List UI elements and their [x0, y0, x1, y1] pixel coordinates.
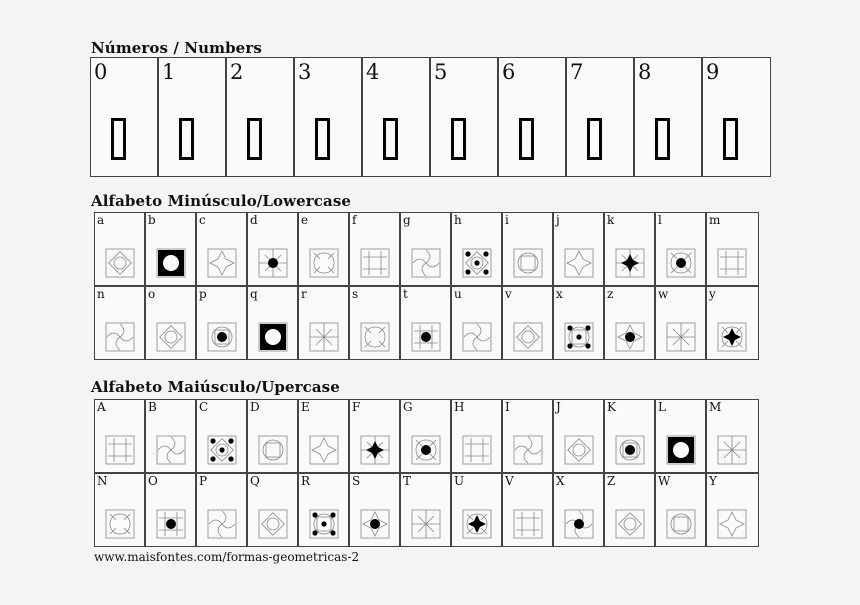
number-label: 9	[706, 60, 720, 84]
glyph-label: w	[658, 287, 669, 301]
ornament-glyph-icon	[359, 321, 391, 353]
missing-glyph-icon	[655, 118, 670, 160]
number-label: 0	[94, 60, 108, 84]
glyph-cell	[349, 399, 400, 473]
glyph-label: L	[658, 400, 666, 414]
glyph-cell	[451, 473, 502, 547]
glyph-cell	[349, 212, 400, 286]
glyph-label: R	[301, 474, 311, 488]
number-label: 8	[638, 60, 652, 84]
glyph-label: s	[352, 287, 359, 301]
glyph-cell	[298, 473, 349, 547]
glyph-cell	[553, 212, 604, 286]
glyph-cell	[706, 399, 759, 473]
ornament-glyph-icon	[665, 321, 697, 353]
glyph-cell	[349, 473, 400, 547]
glyph-label: v	[505, 287, 512, 301]
glyph-label: m	[709, 213, 721, 227]
glyph-label: B	[148, 400, 157, 414]
missing-glyph-icon	[179, 118, 194, 160]
glyph-label: I	[505, 400, 510, 414]
ornament-glyph-icon	[104, 508, 136, 540]
number-label: 7	[570, 60, 584, 84]
ornament-glyph-icon	[410, 434, 442, 466]
ornament-glyph-icon	[461, 321, 493, 353]
glyph-label: f	[352, 213, 357, 227]
glyph-label: r	[301, 287, 307, 301]
numbers-grid	[90, 57, 771, 177]
number-cell	[566, 57, 634, 177]
lowercase-grid	[94, 212, 759, 360]
glyph-cell	[298, 399, 349, 473]
ornament-glyph-icon	[206, 434, 238, 466]
glyph-cell	[349, 286, 400, 360]
glyph-cell	[604, 212, 655, 286]
glyph-label: F	[352, 400, 361, 414]
glyph-label: O	[148, 474, 158, 488]
ornament-glyph-icon	[461, 508, 493, 540]
glyph-cell	[247, 473, 298, 547]
glyph-label: e	[301, 213, 309, 227]
glyph-cell	[706, 286, 759, 360]
number-cell	[362, 57, 430, 177]
number-cell	[634, 57, 702, 177]
number-label: 1	[162, 60, 176, 84]
glyph-cell	[604, 399, 655, 473]
ornament-glyph-icon	[410, 321, 442, 353]
uppercase-title: Alfabeto Maiúsculo/Upercase	[91, 378, 340, 396]
ornament-glyph-icon	[410, 247, 442, 279]
glyph-label: h	[454, 213, 462, 227]
ornament-glyph-icon	[206, 321, 238, 353]
ornament-glyph-icon	[614, 434, 646, 466]
lowercase-row	[94, 286, 759, 360]
glyph-label: t	[403, 287, 408, 301]
glyph-label: j	[556, 213, 560, 227]
glyph-cell	[655, 286, 706, 360]
glyph-cell	[247, 212, 298, 286]
glyph-cell	[400, 473, 451, 547]
ornament-glyph-icon	[716, 321, 748, 353]
glyph-label: c	[199, 213, 206, 227]
glyph-label: V	[505, 474, 514, 488]
glyph-cell	[451, 212, 502, 286]
ornament-glyph-icon	[359, 508, 391, 540]
glyph-cell	[553, 473, 604, 547]
glyph-label: o	[148, 287, 156, 301]
glyph-cell	[706, 212, 759, 286]
ornament-glyph-icon	[716, 434, 748, 466]
ornament-glyph-icon	[257, 247, 289, 279]
glyph-cell	[400, 286, 451, 360]
glyph-cell	[94, 399, 145, 473]
ornament-glyph-icon	[155, 247, 187, 279]
glyph-label: U	[454, 474, 465, 488]
ornament-glyph-icon	[614, 321, 646, 353]
ornament-glyph-icon	[308, 321, 340, 353]
glyph-label: C	[199, 400, 209, 414]
glyph-label: i	[505, 213, 509, 227]
glyph-label: N	[97, 474, 108, 488]
glyph-label: X	[556, 474, 565, 488]
glyph-cell	[298, 212, 349, 286]
ornament-glyph-icon	[257, 434, 289, 466]
glyph-label: y	[709, 287, 716, 301]
ornament-glyph-icon	[206, 508, 238, 540]
glyph-label: G	[403, 400, 413, 414]
glyph-label: n	[97, 287, 105, 301]
missing-glyph-icon	[451, 118, 466, 160]
glyph-cell	[94, 212, 145, 286]
glyph-label: l	[658, 213, 662, 227]
glyph-label: J	[556, 400, 561, 414]
glyph-label: H	[454, 400, 465, 414]
missing-glyph-icon	[587, 118, 602, 160]
ornament-glyph-icon	[155, 508, 187, 540]
ornament-glyph-icon	[512, 321, 544, 353]
ornament-glyph-icon	[104, 321, 136, 353]
number-cell	[90, 57, 158, 177]
ornament-glyph-icon	[104, 247, 136, 279]
ornament-glyph-icon	[563, 321, 595, 353]
glyph-label: K	[607, 400, 616, 414]
glyph-cell	[655, 473, 706, 547]
glyph-cell	[400, 212, 451, 286]
glyph-cell	[247, 286, 298, 360]
glyph-cell	[145, 473, 196, 547]
glyph-label: q	[250, 287, 258, 301]
glyph-label: Q	[250, 474, 260, 488]
glyph-cell	[604, 473, 655, 547]
ornament-glyph-icon	[512, 508, 544, 540]
number-cell	[226, 57, 294, 177]
ornament-glyph-icon	[512, 247, 544, 279]
uppercase-row	[94, 473, 759, 547]
ornament-glyph-icon	[308, 247, 340, 279]
glyph-cell	[451, 286, 502, 360]
ornament-glyph-icon	[665, 434, 697, 466]
glyph-label: E	[301, 400, 310, 414]
glyph-label: p	[199, 287, 207, 301]
glyph-cell	[451, 399, 502, 473]
glyph-cell	[94, 286, 145, 360]
lowercase-row	[94, 212, 759, 286]
glyph-cell	[400, 399, 451, 473]
missing-glyph-icon	[519, 118, 534, 160]
ornament-glyph-icon	[308, 508, 340, 540]
missing-glyph-icon	[247, 118, 262, 160]
ornament-glyph-icon	[410, 508, 442, 540]
glyph-cell	[502, 399, 553, 473]
glyph-cell	[196, 286, 247, 360]
numbers-row	[90, 57, 771, 177]
footer-url: www.maisfontes.com/formas-geometricas-2	[94, 550, 360, 564]
missing-glyph-icon	[383, 118, 398, 160]
number-label: 3	[298, 60, 312, 84]
ornament-glyph-icon	[461, 247, 493, 279]
missing-glyph-icon	[111, 118, 126, 160]
glyph-cell	[655, 399, 706, 473]
glyph-cell	[94, 473, 145, 547]
ornament-glyph-icon	[614, 247, 646, 279]
ornament-glyph-icon	[206, 247, 238, 279]
glyph-label: M	[709, 400, 722, 414]
ornament-glyph-icon	[308, 434, 340, 466]
number-label: 5	[434, 60, 448, 84]
glyph-cell	[706, 473, 759, 547]
ornament-glyph-icon	[155, 321, 187, 353]
glyph-cell	[502, 212, 553, 286]
glyph-cell	[298, 286, 349, 360]
number-cell	[158, 57, 226, 177]
glyph-label: Z	[607, 474, 616, 488]
number-label: 6	[502, 60, 516, 84]
uppercase-row	[94, 399, 759, 473]
glyph-label: A	[97, 400, 106, 414]
ornament-glyph-icon	[512, 434, 544, 466]
glyph-label: x	[556, 287, 563, 301]
missing-glyph-icon	[723, 118, 738, 160]
number-cell	[294, 57, 362, 177]
glyph-cell	[502, 473, 553, 547]
glyph-label: k	[607, 213, 615, 227]
glyph-label: T	[403, 474, 412, 488]
glyph-cell	[502, 286, 553, 360]
glyph-cell	[655, 212, 706, 286]
glyph-cell	[196, 473, 247, 547]
ornament-glyph-icon	[665, 508, 697, 540]
glyph-cell	[145, 399, 196, 473]
ornament-glyph-icon	[257, 508, 289, 540]
ornament-glyph-icon	[359, 247, 391, 279]
glyph-cell	[196, 212, 247, 286]
glyph-label: P	[199, 474, 208, 488]
glyph-label: g	[403, 213, 411, 227]
glyph-label: D	[250, 400, 260, 414]
glyph-label: a	[97, 213, 105, 227]
lowercase-title: Alfabeto Minúsculo/Lowercase	[91, 192, 352, 210]
missing-glyph-icon	[315, 118, 330, 160]
ornament-glyph-icon	[461, 434, 493, 466]
glyph-label: b	[148, 213, 156, 227]
number-cell	[498, 57, 566, 177]
ornament-glyph-icon	[716, 508, 748, 540]
ornament-glyph-icon	[614, 508, 646, 540]
glyph-label: Y	[709, 474, 717, 488]
ornament-glyph-icon	[104, 434, 136, 466]
glyph-cell	[553, 399, 604, 473]
glyph-cell	[196, 399, 247, 473]
ornament-glyph-icon	[563, 434, 595, 466]
ornament-glyph-icon	[257, 321, 289, 353]
glyph-cell	[145, 212, 196, 286]
ornament-glyph-icon	[359, 434, 391, 466]
ornament-glyph-icon	[665, 247, 697, 279]
ornament-glyph-icon	[563, 508, 595, 540]
number-cell	[702, 57, 771, 177]
glyph-cell	[553, 286, 604, 360]
glyph-cell	[247, 399, 298, 473]
uppercase-grid	[94, 399, 759, 547]
number-cell	[430, 57, 498, 177]
glyph-label: z	[607, 287, 614, 301]
glyph-cell	[145, 286, 196, 360]
number-label: 4	[366, 60, 380, 84]
glyph-label: d	[250, 213, 258, 227]
ornament-glyph-icon	[563, 247, 595, 279]
number-label: 2	[230, 60, 244, 84]
numbers-title: Números / Numbers	[91, 39, 262, 57]
glyph-label: W	[658, 474, 671, 488]
ornament-glyph-icon	[716, 247, 748, 279]
glyph-label: u	[454, 287, 462, 301]
ornament-glyph-icon	[155, 434, 187, 466]
glyph-cell	[604, 286, 655, 360]
glyph-label: S	[352, 474, 361, 488]
